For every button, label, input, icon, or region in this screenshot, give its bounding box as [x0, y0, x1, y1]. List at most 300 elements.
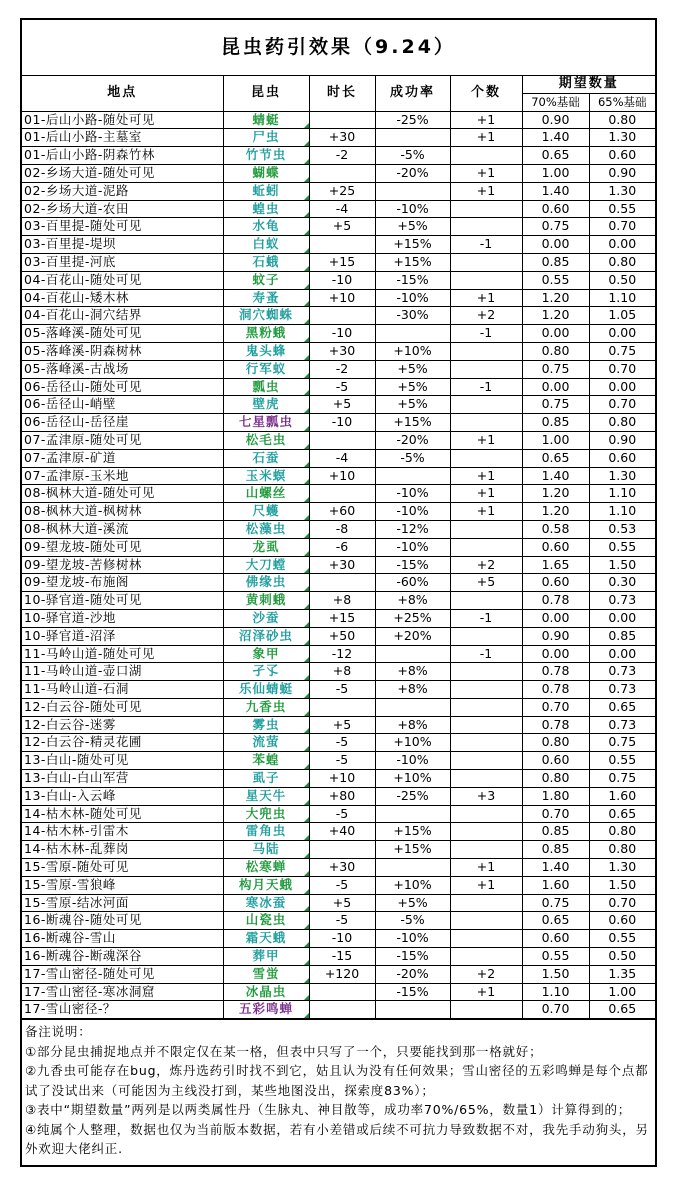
expected-65-cell: 0.70: [589, 894, 655, 912]
expected-70-cell: 0.00: [522, 378, 589, 396]
expected-65-cell: 0.90: [589, 164, 655, 182]
count-cell: +2: [450, 307, 522, 325]
table-row: [22, 983, 655, 1001]
expected-65-cell: 0.50: [589, 271, 655, 289]
count-cell: [450, 520, 522, 538]
location-cell: 17-雪山密径-寒冰洞窟: [22, 983, 223, 1001]
count-cell: +1: [450, 859, 522, 877]
location-cell: 12-白云谷-迷雾: [22, 716, 223, 734]
table-row: [22, 396, 655, 414]
duration-cell: -5: [309, 681, 375, 699]
table-row: [22, 752, 655, 770]
duration-cell: -12: [309, 645, 375, 663]
expected-65-cell: 1.00: [589, 983, 655, 1001]
expected-65-cell: 0.80: [589, 823, 655, 841]
duration-cell: -10: [309, 325, 375, 343]
expected-65-cell: 0.00: [589, 236, 655, 254]
success-rate-cell: -20%: [375, 965, 450, 983]
insect-cell: 雪蛍: [223, 965, 309, 983]
success-rate-cell: +15%: [375, 823, 450, 841]
count-cell: +1: [450, 467, 522, 485]
table-row: [22, 218, 655, 236]
table-row: [22, 538, 655, 556]
table-row: [22, 1001, 655, 1019]
success-rate-cell: -10%: [375, 200, 450, 218]
expected-65-cell: 0.00: [589, 325, 655, 343]
duration-cell: [309, 1001, 375, 1019]
expected-65-cell: 0.65: [589, 805, 655, 823]
success-rate-cell: +8%: [375, 592, 450, 610]
expected-70-cell: 1.20: [522, 485, 589, 503]
duration-cell: +120: [309, 965, 375, 983]
duration-cell: +30: [309, 129, 375, 147]
success-rate-cell: [375, 698, 450, 716]
expected-65-cell: 1.05: [589, 307, 655, 325]
insect-cell: 乐仙蜻蜓: [223, 681, 309, 699]
expected-65-cell: 0.00: [589, 609, 655, 627]
page-title: 昆虫药引效果（9.24）: [22, 20, 655, 76]
expected-65-cell: 0.00: [589, 645, 655, 663]
insect-cell: 松藻虫: [223, 520, 309, 538]
expected-65-cell: 1.10: [589, 289, 655, 307]
table-row: [22, 503, 655, 521]
insect-cell: 象甲: [223, 645, 309, 663]
duration-cell: +30: [309, 342, 375, 360]
duration-cell: +8: [309, 592, 375, 610]
table-row: [22, 912, 655, 930]
success-rate-cell: [375, 325, 450, 343]
success-rate-cell: -12%: [375, 520, 450, 538]
success-rate-cell: -10%: [375, 930, 450, 948]
location-cell: 02-乡场大道-随处可见: [22, 164, 223, 182]
count-cell: [450, 253, 522, 271]
expected-65-cell: 1.30: [589, 859, 655, 877]
expected-65-cell: 1.30: [589, 467, 655, 485]
count-cell: +2: [450, 965, 522, 983]
header-expected: 期望数量: [522, 76, 655, 93]
table-row: [22, 574, 655, 592]
duration-cell: -5: [309, 734, 375, 752]
success-rate-cell: [375, 182, 450, 200]
location-cell: 06-岳径山-随处可见: [22, 378, 223, 396]
expected-65-cell: 0.55: [589, 752, 655, 770]
expected-70-cell: 1.60: [522, 876, 589, 894]
duration-cell: +5: [309, 894, 375, 912]
location-cell: 02-乡场大道-农田: [22, 200, 223, 218]
expected-70-cell: 0.60: [522, 538, 589, 556]
count-cell: [450, 716, 522, 734]
success-rate-cell: [375, 645, 450, 663]
success-rate-cell: -15%: [375, 271, 450, 289]
expected-70-cell: 0.58: [522, 520, 589, 538]
location-cell: 04-百花山-随处可见: [22, 271, 223, 289]
duration-cell: [309, 485, 375, 503]
insect-cell: 流萤: [223, 734, 309, 752]
table-row: [22, 930, 655, 948]
insect-cell: 构月天蛾: [223, 876, 309, 894]
expected-65-cell: 1.10: [589, 485, 655, 503]
insect-cell: 玉米螟: [223, 467, 309, 485]
success-rate-cell: -15%: [375, 983, 450, 1001]
expected-70-cell: 0.75: [522, 396, 589, 414]
success-rate-cell: -5%: [375, 449, 450, 467]
count-cell: +1: [450, 111, 522, 129]
expected-70-cell: 1.20: [522, 307, 589, 325]
expected-70-cell: 0.70: [522, 1001, 589, 1019]
count-cell: [450, 752, 522, 770]
success-rate-cell: +5%: [375, 378, 450, 396]
count-cell: [450, 912, 522, 930]
success-rate-cell: +5%: [375, 360, 450, 378]
success-rate-cell: -10%: [375, 503, 450, 521]
count-cell: [450, 930, 522, 948]
expected-70-cell: 0.85: [522, 841, 589, 859]
location-cell: 03-百里提-堤坝: [22, 236, 223, 254]
location-cell: 11-马岭山道-石洞: [22, 681, 223, 699]
count-cell: +1: [450, 983, 522, 1001]
expected-65-cell: 1.50: [589, 876, 655, 894]
expected-65-cell: 1.30: [589, 182, 655, 200]
insect-cell: 尸虫: [223, 129, 309, 147]
expected-70-cell: 1.40: [522, 859, 589, 877]
expected-70-cell: 0.85: [522, 414, 589, 432]
expected-65-cell: 0.75: [589, 734, 655, 752]
location-cell: 05-落峰溪-古战场: [22, 360, 223, 378]
expected-70-cell: 0.90: [522, 111, 589, 129]
insect-cell: 行军蚁: [223, 360, 309, 378]
count-cell: +1: [450, 876, 522, 894]
duration-cell: +25: [309, 182, 375, 200]
location-cell: 16-断魂谷-雪山: [22, 930, 223, 948]
expected-65-cell: 0.90: [589, 431, 655, 449]
expected-65-cell: 0.50: [589, 948, 655, 966]
table-row: [22, 627, 655, 645]
count-cell: [450, 449, 522, 467]
expected-70-cell: 1.40: [522, 467, 589, 485]
count-cell: +1: [450, 485, 522, 503]
expected-70-cell: 0.00: [522, 325, 589, 343]
count-cell: [450, 396, 522, 414]
table-row: [22, 894, 655, 912]
count-cell: [450, 805, 522, 823]
duration-cell: -6: [309, 538, 375, 556]
success-rate-cell: -20%: [375, 431, 450, 449]
header-insect: 昆虫: [223, 76, 309, 111]
insect-cell: 白蚁: [223, 236, 309, 254]
duration-cell: [309, 431, 375, 449]
insect-cell: 蚊子: [223, 271, 309, 289]
expected-70-cell: 0.75: [522, 360, 589, 378]
expected-70-cell: 1.50: [522, 965, 589, 983]
success-rate-cell: -60%: [375, 574, 450, 592]
duration-cell: [309, 164, 375, 182]
insect-cell: 松寒蝉: [223, 859, 309, 877]
location-cell: 10-驿官道-随处可见: [22, 592, 223, 610]
success-rate-cell: +8%: [375, 663, 450, 681]
success-rate-cell: [375, 467, 450, 485]
notes-section: [22, 1019, 655, 1165]
insect-cell: 瓢虫: [223, 378, 309, 396]
success-rate-cell: +10%: [375, 734, 450, 752]
header-expected-65: 65%基础: [589, 93, 655, 111]
header-success-rate: 成功率: [375, 76, 450, 111]
count-cell: [450, 948, 522, 966]
success-rate-cell: +8%: [375, 716, 450, 734]
location-cell: 08-枫林大道-枫树林: [22, 503, 223, 521]
table-row: [22, 342, 655, 360]
location-cell: 12-白云谷-随处可见: [22, 698, 223, 716]
expected-70-cell: 0.55: [522, 948, 589, 966]
location-cell: 15-雪原-结冰河面: [22, 894, 223, 912]
success-rate-cell: +5%: [375, 894, 450, 912]
success-rate-cell: [375, 859, 450, 877]
count-cell: [450, 823, 522, 841]
duration-cell: -15: [309, 948, 375, 966]
insect-cell: 松毛虫: [223, 431, 309, 449]
expected-70-cell: 0.80: [522, 770, 589, 788]
expected-70-cell: 0.85: [522, 253, 589, 271]
insect-cell: 尺蠖: [223, 503, 309, 521]
insect-cell: 沼泽砂虫: [223, 627, 309, 645]
location-cell: 09-望龙坡-苦修树林: [22, 556, 223, 574]
expected-70-cell: 0.60: [522, 930, 589, 948]
duration-cell: -5: [309, 876, 375, 894]
insect-cell: 沙蚕: [223, 609, 309, 627]
location-cell: 16-断魂谷-随处可见: [22, 912, 223, 930]
insect-cell: 孑孓: [223, 663, 309, 681]
expected-70-cell: 0.55: [522, 271, 589, 289]
count-cell: [450, 627, 522, 645]
expected-65-cell: 0.70: [589, 360, 655, 378]
duration-cell: -2: [309, 360, 375, 378]
insect-cell: 山瓷虫: [223, 912, 309, 930]
location-cell: 01-后山小路-阴森竹林: [22, 147, 223, 165]
count-cell: -1: [450, 236, 522, 254]
success-rate-cell: +20%: [375, 627, 450, 645]
insect-table: [22, 76, 655, 1019]
success-rate-cell: -15%: [375, 556, 450, 574]
table-row: [22, 467, 655, 485]
insect-cell: 七星瓢虫: [223, 414, 309, 432]
table-row: [22, 823, 655, 841]
location-cell: 05-落峰溪-阴森树林: [22, 342, 223, 360]
table-row: [22, 681, 655, 699]
success-rate-cell: +15%: [375, 414, 450, 432]
insect-cell: 蜻蜓: [223, 111, 309, 129]
insect-cell: 寿蚤: [223, 289, 309, 307]
count-cell: [450, 414, 522, 432]
expected-70-cell: 0.65: [522, 449, 589, 467]
location-cell: 01-后山小路-随处可见: [22, 111, 223, 129]
location-cell: 02-乡场大道-泥路: [22, 182, 223, 200]
expected-65-cell: 0.73: [589, 663, 655, 681]
expected-65-cell: 0.75: [589, 342, 655, 360]
expected-70-cell: 0.78: [522, 681, 589, 699]
expected-70-cell: 0.90: [522, 627, 589, 645]
table-row: [22, 236, 655, 254]
expected-70-cell: 0.65: [522, 147, 589, 165]
success-rate-cell: +5%: [375, 396, 450, 414]
count-cell: [450, 342, 522, 360]
success-rate-cell: [375, 805, 450, 823]
expected-70-cell: 1.00: [522, 431, 589, 449]
location-cell: 13-白山-入云峰: [22, 787, 223, 805]
expected-70-cell: 0.80: [522, 734, 589, 752]
header-expected-70: 70%基础: [522, 93, 589, 111]
duration-cell: [309, 574, 375, 592]
table-row: [22, 360, 655, 378]
insect-cell: 石蛾: [223, 253, 309, 271]
location-cell: 10-驿官道-沙地: [22, 609, 223, 627]
location-cell: 10-驿官道-沼泽: [22, 627, 223, 645]
header-location: 地点: [22, 76, 223, 111]
expected-70-cell: 0.60: [522, 574, 589, 592]
location-cell: 08-枫林大道-溪流: [22, 520, 223, 538]
duration-cell: [309, 111, 375, 129]
table-row: [22, 556, 655, 574]
expected-65-cell: 0.70: [589, 218, 655, 236]
expected-65-cell: 0.80: [589, 414, 655, 432]
insect-cell: 大兜虫: [223, 805, 309, 823]
location-cell: 06-岳径山-岳径崖: [22, 414, 223, 432]
insect-cell: 冰晶虫: [223, 983, 309, 1001]
expected-65-cell: 0.80: [589, 111, 655, 129]
expected-65-cell: 0.85: [589, 627, 655, 645]
expected-65-cell: 0.80: [589, 841, 655, 859]
expected-65-cell: 0.55: [589, 538, 655, 556]
expected-70-cell: 0.75: [522, 218, 589, 236]
expected-65-cell: 1.50: [589, 556, 655, 574]
duration-cell: +10: [309, 289, 375, 307]
success-rate-cell: -20%: [375, 164, 450, 182]
header-duration: 时长: [309, 76, 375, 111]
location-cell: 13-白山-白山军营: [22, 770, 223, 788]
insect-cell: 蚯蚓: [223, 182, 309, 200]
expected-70-cell: 0.78: [522, 592, 589, 610]
location-cell: 14-枯木林-乱葬岗: [22, 841, 223, 859]
insect-cell: 马陆: [223, 841, 309, 859]
duration-cell: +30: [309, 859, 375, 877]
success-rate-cell: -10%: [375, 538, 450, 556]
table-row: [22, 609, 655, 627]
expected-70-cell: 0.85: [522, 823, 589, 841]
location-cell: 14-枯木林-随处可见: [22, 805, 223, 823]
duration-cell: [309, 698, 375, 716]
table-row: [22, 663, 655, 681]
expected-65-cell: 0.30: [589, 574, 655, 592]
duration-cell: -10: [309, 414, 375, 432]
insect-cell: 虱子: [223, 770, 309, 788]
location-cell: 03-百里提-河底: [22, 253, 223, 271]
notes-heading: 备注说明：: [25, 1024, 92, 1040]
expected-65-cell: 0.70: [589, 396, 655, 414]
success-rate-cell: +8%: [375, 681, 450, 699]
success-rate-cell: -30%: [375, 307, 450, 325]
duration-cell: -5: [309, 805, 375, 823]
success-rate-cell: +10%: [375, 876, 450, 894]
insect-cell: 山螺丝: [223, 485, 309, 503]
count-cell: [450, 894, 522, 912]
duration-cell: [309, 983, 375, 1001]
duration-cell: +5: [309, 396, 375, 414]
table-row: [22, 859, 655, 877]
expected-65-cell: 0.75: [589, 770, 655, 788]
success-rate-cell: -10%: [375, 752, 450, 770]
duration-cell: [309, 307, 375, 325]
location-cell: 16-断魂谷-断魂深谷: [22, 948, 223, 966]
expected-70-cell: 0.60: [522, 200, 589, 218]
table-row: [22, 592, 655, 610]
note-line: ②九香虫可能存在bug，炼丹选药引时找不到它，姑且认为没有任何效果；雪山密径的五彩鸣蝉是每个点都试了没试出来（可能因为主线没打到，某些地图没出，探索度83%）；: [25, 1063, 649, 1098]
success-rate-cell: -5%: [375, 147, 450, 165]
table-row: [22, 734, 655, 752]
table-row: [22, 965, 655, 983]
location-cell: 03-百里提-随处可见: [22, 218, 223, 236]
location-cell: 01-后山小路-主墓室: [22, 129, 223, 147]
insect-cell: 洞穴蜘蛛: [223, 307, 309, 325]
note-line: ④纯属个人整理，数据也仅为当前版本数据，若有小差错或后续不可抗力导致数据不对，我先手动狗头，另外欢迎大佬纠正.: [25, 1121, 649, 1157]
success-rate-cell: +10%: [375, 770, 450, 788]
success-rate-cell: +15%: [375, 253, 450, 271]
table-row: [22, 431, 655, 449]
location-cell: 07-孟津原-矿道: [22, 449, 223, 467]
duration-cell: +30: [309, 556, 375, 574]
success-rate-cell: +15%: [375, 841, 450, 859]
expected-70-cell: 0.00: [522, 236, 589, 254]
insect-cell: 雷角虫: [223, 823, 309, 841]
duration-cell: +60: [309, 503, 375, 521]
insect-cell: 黑粉蛾: [223, 325, 309, 343]
expected-65-cell: 0.60: [589, 147, 655, 165]
insect-cell: 鬼头蜂: [223, 342, 309, 360]
expected-65-cell: 0.60: [589, 912, 655, 930]
location-cell: 11-马岭山道-随处可见: [22, 645, 223, 663]
note-line: ①部分昆虫捕捉地点并不限定仅在某一格，但表中只写了一个，只要能找到那一格就好；: [25, 1043, 543, 1059]
expected-70-cell: 1.40: [522, 129, 589, 147]
location-cell: 08-枫林大道-随处可见: [22, 485, 223, 503]
success-rate-cell: -10%: [375, 289, 450, 307]
count-cell: +1: [450, 182, 522, 200]
table-row: [22, 129, 655, 147]
location-cell: 05-落峰溪-随处可见: [22, 325, 223, 343]
count-cell: -1: [450, 645, 522, 663]
duration-cell: +5: [309, 716, 375, 734]
location-cell: 07-孟津原-随处可见: [22, 431, 223, 449]
insect-effects-sheet: [20, 18, 657, 1167]
duration-cell: +8: [309, 663, 375, 681]
duration-cell: +40: [309, 823, 375, 841]
count-cell: +1: [450, 164, 522, 182]
count-cell: [450, 663, 522, 681]
expected-70-cell: 1.10: [522, 983, 589, 1001]
expected-65-cell: 0.80: [589, 253, 655, 271]
count-cell: +1: [450, 289, 522, 307]
duration-cell: -10: [309, 271, 375, 289]
expected-70-cell: 0.00: [522, 609, 589, 627]
duration-cell: -5: [309, 912, 375, 930]
note-line: ③表中“期望数量”两列是以两类属性丹（生脉丸、神目散等，成功率70%/65%，数量1）计算得到的；: [25, 1102, 632, 1118]
count-cell: [450, 147, 522, 165]
success-rate-cell: [375, 129, 450, 147]
count-cell: [450, 200, 522, 218]
table-row: [22, 200, 655, 218]
table-row: [22, 876, 655, 894]
expected-65-cell: 0.65: [589, 1001, 655, 1019]
success-rate-cell: -10%: [375, 485, 450, 503]
expected-70-cell: 0.80: [522, 342, 589, 360]
count-cell: [450, 538, 522, 556]
location-cell: 13-白山-随处可见: [22, 752, 223, 770]
